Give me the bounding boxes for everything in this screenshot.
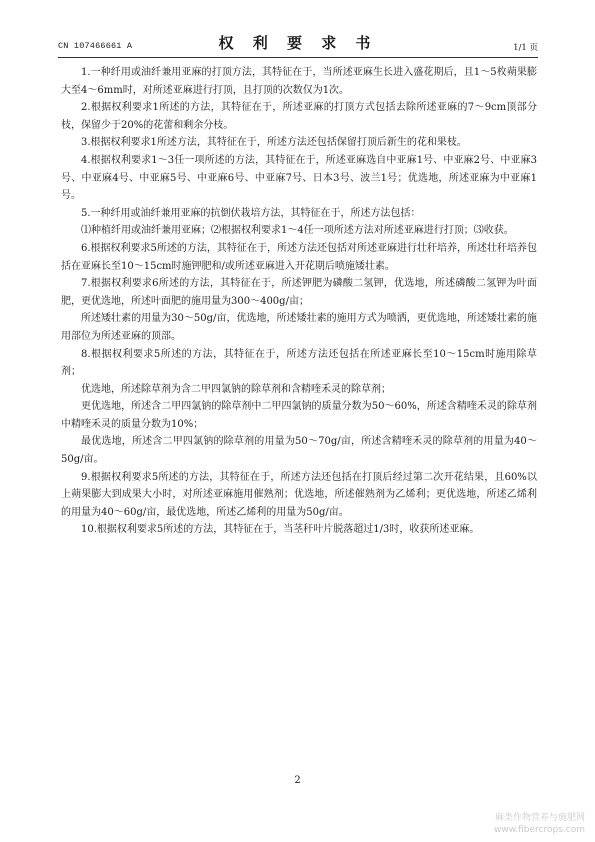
site-watermark: 麻类作物营养与施肥网 www.fibercrops.com xyxy=(494,813,585,835)
claim-9: 9.根据权利要求5所述的方法，其特征在于，所述方法还包括在打顶后经过第二次开花结果，且60%以上蒴果膨大到成果大小时，对所述亚麻施用催熟剂；优选地，所述催熟剂为乙烯利；更优选地，所述乙烯利的用量为40～60g/亩，最优选地，所述乙烯利的用量为50g/亩。 xyxy=(61,471,537,518)
claim-8-preferred: 优选地，所述除草剂为含二甲四氯钠的除草剂和含精喹禾灵的除草剂； xyxy=(81,383,391,395)
document-title: 权 利 要 求 书 xyxy=(218,34,378,52)
claim-6: 6.根据权利要求5所述的方法，其特征在于，所述方法还包括对所述亚麻进行壮秆培养，所述壮秆培养包括在亚麻长至10～15cm时施钾肥和/或所述亚麻进入开花期后喷施矮壮素。 xyxy=(61,242,537,272)
claim-2: 2.根据权利要求1所述的方法，其特征在于，所述亚麻的打顶方式包括去除所述亚麻的7～9cm顶部分枝，保留少于20%的花蕾和剩余分枝。 xyxy=(61,102,537,131)
claim-10: 10.根据权利要求5所述的方法，其特征在于，当茎秆叶片脱落超过1/3时，收获所述亚麻。 xyxy=(81,524,480,536)
claim-3: 3.根据权利要求1所述方法，其特征在于，所述方法还包括保留打顶后新生的花和果枝。 xyxy=(81,137,467,149)
claim-8-more-preferred: 更优选地，所述含二甲四氯钠的除草剂中二甲四氯钠的质量分数为50～60%，所述含精喹禾灵的除草剂中精喹禾灵的质量分数为10%； xyxy=(61,401,537,430)
publication-number: CN 107466661 A xyxy=(58,41,133,51)
claim-1: 1.一种纤用或油纤兼用亚麻的打顶方法，其特征在于，当所述亚麻生长进入盛花期后，且1～5枚蒴果膨大至4～6mm时，对所述亚麻进行打顶，且打顶的次数仅为1次。 xyxy=(61,67,537,96)
claim-4: 4.根据权利要求1～3任一项所述的方法，其特征在于，所述亚麻选自中亚麻1号、中亚麻2号、中亚麻3号、中亚麻4号、中亚麻5号、中亚麻6号、中亚麻7号、日本3号、波兰1号；优选地，所述亚麻为中亚麻1号。 xyxy=(61,154,537,202)
claim-7-continued: 所述矮壮素的用量为30～50g/亩，优选地，所述矮壮素的施用方式为喷洒，更优选地，所述矮壮素的施用部位为所述亚麻的顶部。 xyxy=(61,313,537,342)
claim-5-steps: ⑴种植纤用或油纤兼用亚麻；⑵根据权利要求1～4任一项所述方法对所述亚麻进行打顶；⑶收获。 xyxy=(81,225,514,237)
claim-8-most-preferred: 最优选地，所述含二甲四氯钠的除草剂的用量为50～70g/亩，所述含精喹禾灵的除草剂的用量为40～50g/亩。 xyxy=(61,436,537,466)
page-info: 1/1 页 xyxy=(513,43,538,53)
claim-8: 8.根据权利要求5所述的方法，其特征在于，所述方法还包括在所述亚麻长至10～15cm时施用除草剂； xyxy=(61,348,537,378)
claim-5: 5.一种纤用或油纤兼用亚麻的抗倒伏栽培方法，其特征在于，所述方法包括： xyxy=(81,207,421,219)
header-divider xyxy=(58,57,538,58)
claims-body xyxy=(61,64,537,539)
claim-7: 7.根据权利要求6所述的方法，其特征在于，所述钾肥为磷酸二氢钾，优选地，所述磷酸二氢钾为叶面肥，更优选地，所述叶面肥的施用量为300～400g/亩； xyxy=(61,278,537,307)
page-number: 2 xyxy=(294,775,301,786)
document-header xyxy=(58,32,538,54)
